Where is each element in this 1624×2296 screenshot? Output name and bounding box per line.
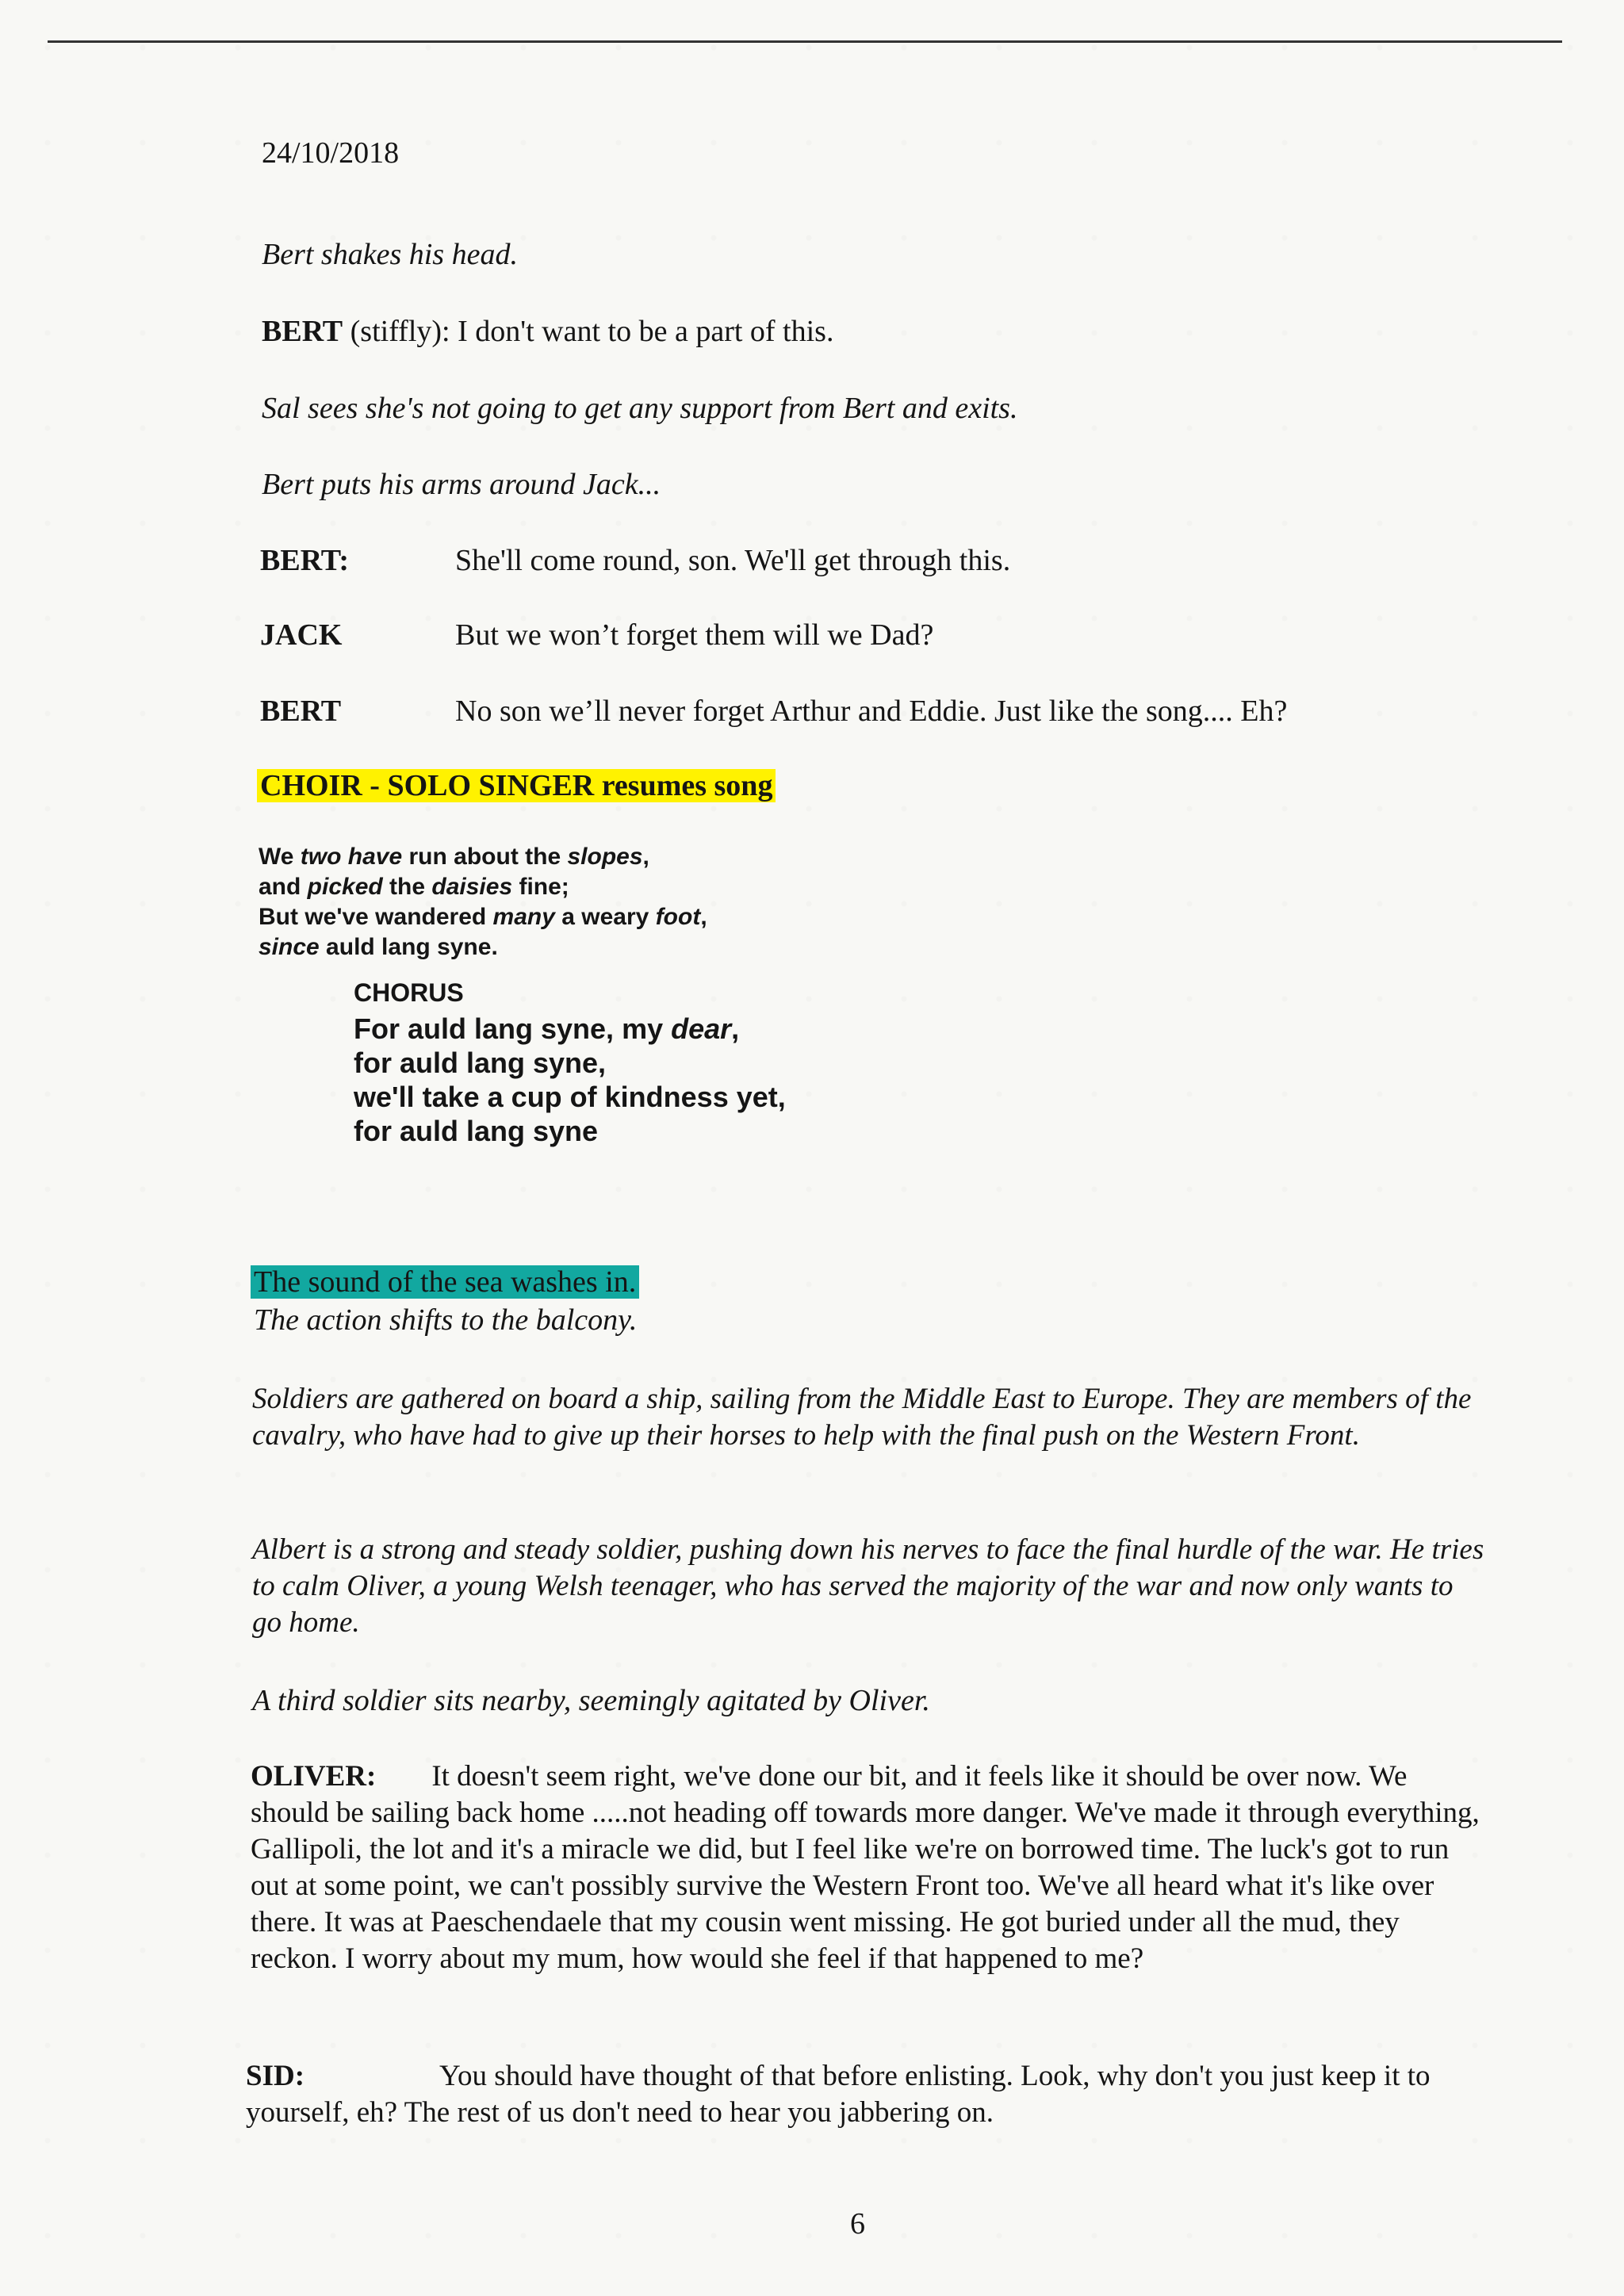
stage-direction: Bert puts his arms around Jack... — [262, 468, 661, 501]
chorus-line: for auld lang syne — [354, 1115, 599, 1147]
stage-direction: The action shifts to the balcony. — [254, 1303, 638, 1337]
stage-direction: Bert shakes his head. — [262, 238, 518, 271]
speaker-name: BERT — [260, 695, 342, 728]
speaker-name: JACK — [260, 618, 343, 652]
verse-line: and picked the daisies fine; — [259, 874, 569, 900]
song-verse — [259, 842, 707, 962]
stage-direction: Albert is a strong and steady soldier, pushing down his nerves to face the final hurdle of the war. He tries to calm Oliver, a young Welsh teenager, who has served the majority of the war and now only wants to go home. — [252, 1533, 1484, 1639]
dialogue-block-oliver — [251, 1758, 1480, 1977]
choir-cue-highlight: CHOIR - SOLO SINGER resumes song — [257, 769, 776, 802]
stage-direction: Soldiers are gathered on board a ship, sailing from the Middle East to Europe. They are members of the cavalry, who have had to give up their horses to help with the final push on the Western Front. — [252, 1383, 1472, 1452]
chorus-label: CHORUS — [354, 978, 464, 1007]
sound-cue — [251, 1264, 639, 1300]
page-number: 6 — [850, 2207, 865, 2241]
stage-direction: Sal sees she's not going to get any support from Bert and exits. — [262, 392, 1018, 425]
page-date: 24/10/2018 — [262, 136, 400, 170]
speaker-name: OLIVER: — [251, 1760, 377, 1793]
speaker-note: (stiffly): — [343, 315, 458, 348]
verse-line: We two have run about the slopes, — [259, 844, 649, 870]
speaker-name: BERT — [262, 315, 343, 348]
dialogue-line — [262, 313, 833, 350]
speaker-name: SID: — [246, 2060, 305, 2092]
dialogue-text: You should have thought of that before enlisting. Look, why don't you just keep it to yourself, eh? The rest of us don't need to hear you jabbering on. — [246, 2060, 1431, 2129]
choir-cue — [257, 767, 776, 804]
chorus-line: we'll take a cup of kindness yet, — [354, 1081, 786, 1113]
chorus-line: For auld lang syne, my dear, — [354, 1012, 740, 1045]
stage-direction: A third soldier sits nearby, seemingly agitated by Oliver. — [252, 1684, 930, 1717]
top-rule — [48, 40, 1562, 43]
verse-line: since auld lang syne. — [259, 934, 498, 960]
speaker-name: BERT: — [260, 544, 349, 577]
dialogue-text: It doesn't seem right, we've done our bit, and it feels like it should be over now. We should be sailing back home .....not heading off towards more danger. We've made it through everything, Gallipoli, the lot and it's a miracle we did, but I feel like we're on borrowed time. The luck's got to run out at some point, we can't possibly survive the Western Front too. We've all heard what it's like over there. It was at Paeschendaele that my cousin went missing. He got buried under all the mud, they reckon. I worry about my mum, how would she feel if that happened to me? — [251, 1760, 1480, 1975]
verse-line: But we've wandered many a weary foot, — [259, 904, 707, 930]
song-chorus — [354, 1012, 786, 1148]
dialogue-text: No son we’ll never forget Arthur and Eddie. Just like the song.... Eh? — [455, 695, 1288, 728]
dialogue-text: But we won’t forget them will we Dad? — [455, 618, 934, 652]
sound-cue-highlight: The sound of the sea washes in. — [251, 1265, 639, 1299]
dialogue-block-sid — [246, 2058, 1483, 2131]
dialogue-text: I don't want to be a part of this. — [458, 315, 834, 348]
dialogue-text: She'll come round, son. We'll get through this. — [455, 544, 1011, 577]
chorus-line: for auld lang syne, — [354, 1047, 607, 1079]
